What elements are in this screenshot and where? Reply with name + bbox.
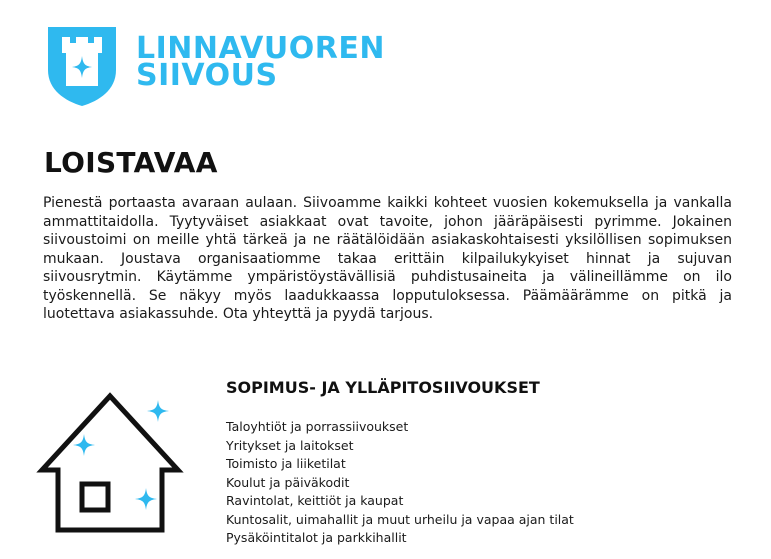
- services-list: [226, 418, 574, 548]
- castle-shield-icon: [44, 24, 120, 108]
- service-item: Kuntosalit, uimahallit ja muut urheilu ja vapaa ajan tilat: [226, 511, 574, 527]
- brand-name-line-2: SIIVOUS: [136, 58, 278, 93]
- brand-name: [136, 31, 385, 93]
- page-title: LOISTAVAA: [44, 146, 218, 179]
- service-item: Toimisto ja liiketilat: [226, 456, 346, 471]
- service-item: Yritykset ja laitokset: [226, 437, 354, 453]
- service-item: Koulut ja päiväkodit: [226, 474, 350, 490]
- sparkling-house-icon: [36, 390, 186, 534]
- service-item: Ravintolat, keittiöt ja kaupat: [226, 493, 404, 508]
- intro-paragraph: Pienestä portaasta avaraan aulaan. Siivoamme kaikki kohteet vuosien kokemuksella ja vankalla ammattitaidolla. Tyytyväiset asiakkaat ovat tavoite, johon jääräpäisesti pyrimme. Jokainen siivoustoimi on meille yhtä tärkeä ja ne räätälöidään asiakaskohtaisesti yksilöllisen sopimuksen mukaan. Joustava organisaatiomme takaa erittäin kilpailukykyiset hinnat ja sujuvan siivousrytmin. Käytämme ympäristöystävällisiä puhdistusaineita ja välineillämme on ilo työskennellä. Se näkyy myös laadukkaassa lopputuloksessa. Päämäärämme on pitkä ja luotettava asiakassuhde. Ota yhteyttä ja pyydä tarjous.: [43, 195, 732, 322]
- brand-name-line-1: LINNAVUOREN: [136, 31, 385, 66]
- brand-logo[interactable]: [44, 24, 385, 108]
- service-item: Pysäköintitalot ja parkkihallit: [226, 530, 407, 545]
- service-item: Taloyhtiöt ja porrassiivoukset: [226, 419, 409, 434]
- services-heading: SOPIMUS- JA YLLÄPITOSIIVOUKSET: [226, 378, 540, 397]
